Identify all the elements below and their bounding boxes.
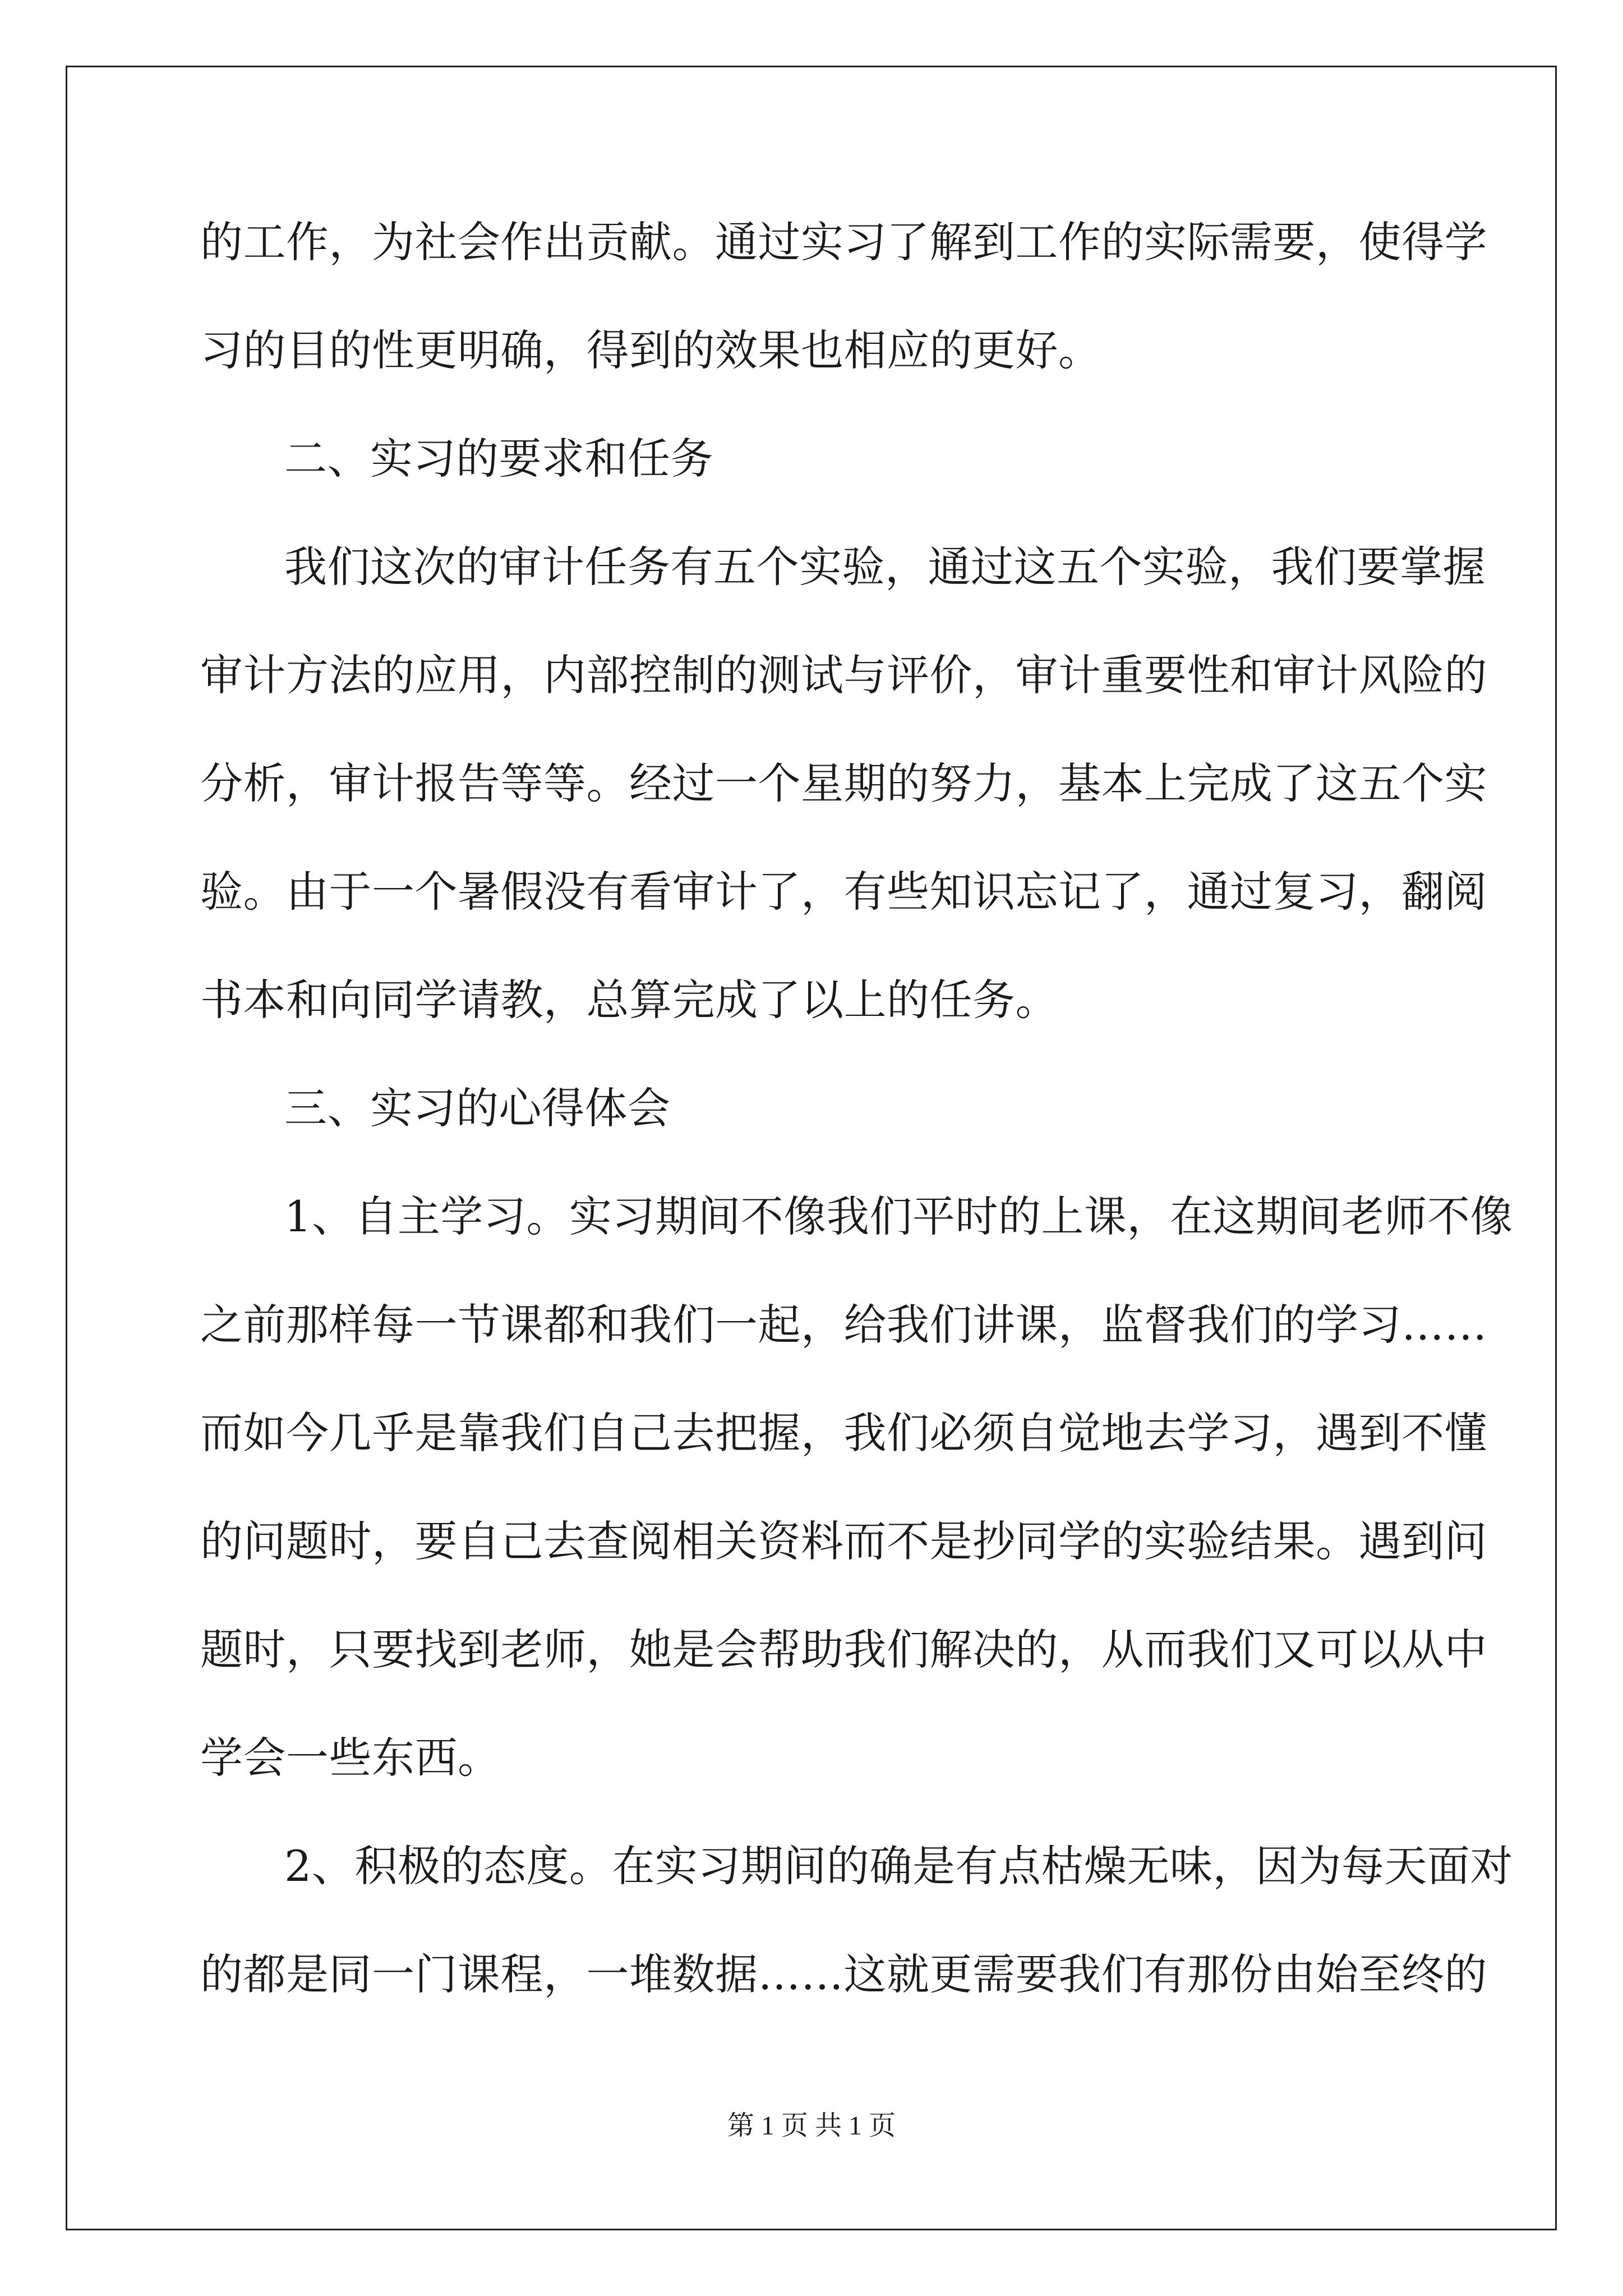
section-heading: 三、实习的心得体会 [284,1083,671,1133]
text-line: 习的目的性更明确，得到的效果也相应的更好。 [200,325,1101,375]
text-line: 的问题时，要自己去查阅相关资料而不是抄同学的实验结果。遇到问 [200,1516,1487,1566]
text-line: 验。由于一个暑假没有看审计了，有些知识忘记了，通过复习，翻阅 [200,867,1487,917]
text-line: 的都是同一门课程，一堆数据……这就更需要我们有那份由始至终的 [200,1949,1487,1999]
text-line: 题时，只要找到老师，她是会帮助我们解决的，从而我们又可以从中 [200,1625,1487,1674]
text-line: 之前那样每一节课都和我们一起，给我们讲课，监督我们的学习…… [200,1300,1487,1350]
text-line: 我们这次的审计任务有五个实验，通过这五个实验，我们要掌握 [284,542,1486,592]
text-line: 分析，审计报告等等。经过一个星期的努力，基本上完成了这五个实 [200,758,1487,808]
text-line: 审计方法的应用，内部控制的测试与评价，审计重要性和审计风险的 [200,650,1487,700]
section-heading: 二、实习的要求和任务 [284,434,713,484]
text-line: 2、积极的态度。在实习期间的确是有点枯燥无味，因为每天面对 [284,1841,1513,1891]
text-line: 1、自主学习。实习期间不像我们平时的上课，在这期间老师不像 [284,1191,1513,1241]
text-line: 而如今几乎是靠我们自己去把握，我们必须自觉地去学习，遇到不懂 [200,1408,1487,1458]
page-number: 第 1 页 共 1 页 [727,2111,896,2141]
text-line: 的工作，为社会作出贡献。通过实习了解到工作的实际需要，使得学 [200,217,1487,267]
text-line: 学会一些东西。 [200,1733,501,1783]
text-line: 书本和向同学请教，总算完成了以上的任务。 [200,975,1058,1025]
page-border [66,66,1557,2230]
